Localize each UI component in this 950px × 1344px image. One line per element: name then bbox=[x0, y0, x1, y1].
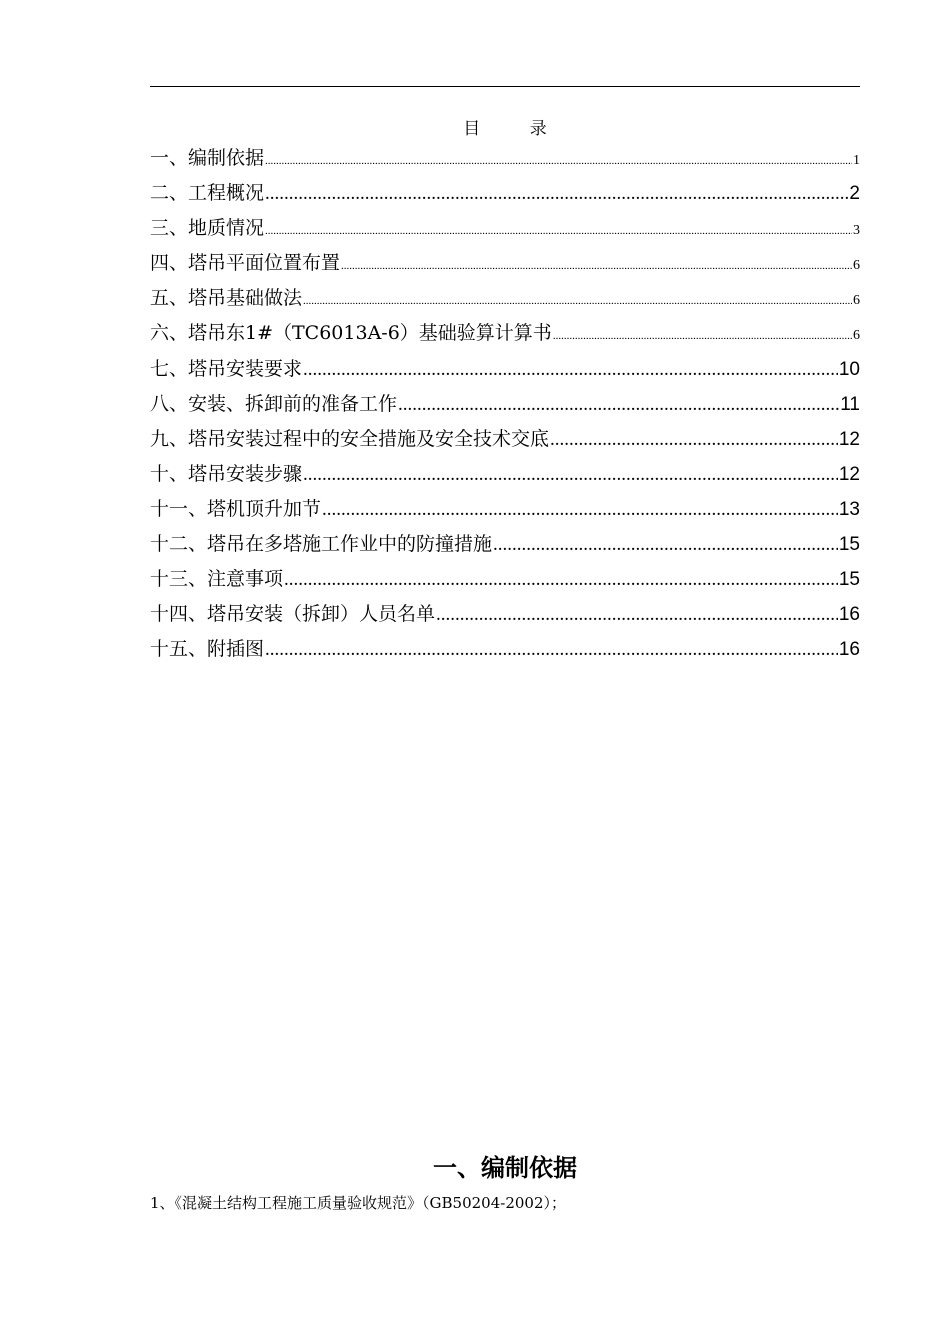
toc-dot-leader bbox=[341, 248, 852, 284]
toc-page-number: 6 bbox=[853, 293, 860, 309]
toc-dot-leader bbox=[550, 422, 838, 457]
toc-entry[interactable] bbox=[150, 387, 860, 422]
toc-entry-label: 十五、附插图 bbox=[150, 638, 265, 661]
header-rule bbox=[150, 86, 860, 87]
toc-page-number: 16 bbox=[838, 604, 860, 626]
toc-page-number: 15 bbox=[838, 569, 860, 591]
section-heading: 一、编制依据 bbox=[433, 1154, 577, 1182]
toc-dot-leader bbox=[265, 632, 838, 667]
toc-entry[interactable] bbox=[150, 597, 860, 632]
toc-entry[interactable] bbox=[150, 211, 860, 246]
toc-entry-label: 五、塔吊基础做法 bbox=[150, 287, 303, 310]
toc-entry-label: 一、编制依据 bbox=[150, 147, 265, 169]
toc-entry[interactable] bbox=[150, 246, 860, 281]
toc-page-number: 13 bbox=[838, 498, 860, 520]
toc-entry-label: 二、工程概况 bbox=[150, 182, 265, 205]
toc-entry-label: 九、塔吊安装过程中的安全措施及安全技术交底 bbox=[150, 427, 550, 450]
toc-entry[interactable] bbox=[150, 422, 860, 457]
toc-dot-leader bbox=[322, 492, 838, 527]
toc-entry-label: 四、塔吊平面位置布置 bbox=[150, 252, 341, 275]
toc-entry-label: 三、地质情况 bbox=[150, 217, 265, 240]
reference-item: 1、《混凝土结构工程施工质量验收规范》（GB50204-2002）； bbox=[150, 1194, 567, 1212]
toc-entry[interactable] bbox=[150, 316, 860, 351]
toc-page-number: 2 bbox=[849, 183, 860, 205]
toc-entry[interactable] bbox=[150, 352, 860, 387]
toc-entry-label: 七、塔吊安装要求 bbox=[150, 357, 303, 380]
toc-entry[interactable] bbox=[150, 527, 860, 562]
toc-entry-label: 八、安装、拆卸前的准备工作 bbox=[150, 392, 398, 415]
toc-page-number: 11 bbox=[840, 393, 860, 415]
toc-dot-leader bbox=[303, 352, 838, 387]
toc-dot-leader bbox=[265, 213, 852, 249]
toc-entry[interactable] bbox=[150, 457, 860, 492]
toc-entry-label: 十四、塔吊安装（拆卸）人员名单 bbox=[150, 603, 436, 626]
toc-dot-leader bbox=[265, 176, 848, 211]
toc-entry-label: 十、塔吊安装步骤 bbox=[150, 462, 303, 485]
toc-entry[interactable] bbox=[150, 281, 860, 316]
toc-page-number: 16 bbox=[838, 639, 860, 661]
toc-page-number: 15 bbox=[838, 534, 860, 556]
toc-entry[interactable] bbox=[150, 562, 860, 597]
toc-entry-label: 六、塔吊东1#（TC6013A-6）基础验算计算书 bbox=[150, 322, 552, 345]
toc-entry-label: 十二、塔吊在多塔施工作业中的防撞措施 bbox=[150, 533, 493, 556]
toc-entry-label: 十一、塔机顶升加节 bbox=[150, 497, 322, 520]
toc-dot-leader bbox=[436, 597, 838, 632]
toc-entry[interactable] bbox=[150, 492, 860, 527]
toc-dot-leader bbox=[398, 387, 839, 422]
toc-page-number: 10 bbox=[838, 358, 860, 380]
toc-page-number: 12 bbox=[838, 428, 860, 450]
toc-dot-leader bbox=[284, 562, 838, 597]
toc-page-number: 12 bbox=[838, 463, 860, 485]
toc-dot-leader bbox=[493, 527, 838, 562]
toc-page-number: 6 bbox=[853, 328, 860, 344]
toc-dot-leader bbox=[265, 143, 852, 179]
toc-entry-label: 十三、注意事项 bbox=[150, 568, 284, 591]
toc-entry[interactable] bbox=[150, 632, 860, 667]
toc-page-number: 1 bbox=[853, 153, 860, 168]
table-of-contents bbox=[150, 141, 860, 667]
toc-entry[interactable] bbox=[150, 141, 860, 176]
toc-dot-leader bbox=[303, 457, 838, 492]
toc-dot-leader bbox=[553, 318, 852, 354]
toc-page-number: 3 bbox=[853, 223, 860, 239]
toc-title: 目 录 bbox=[463, 119, 569, 139]
toc-entry[interactable] bbox=[150, 176, 860, 211]
toc-page-number: 6 bbox=[853, 258, 860, 274]
toc-dot-leader bbox=[303, 283, 852, 319]
